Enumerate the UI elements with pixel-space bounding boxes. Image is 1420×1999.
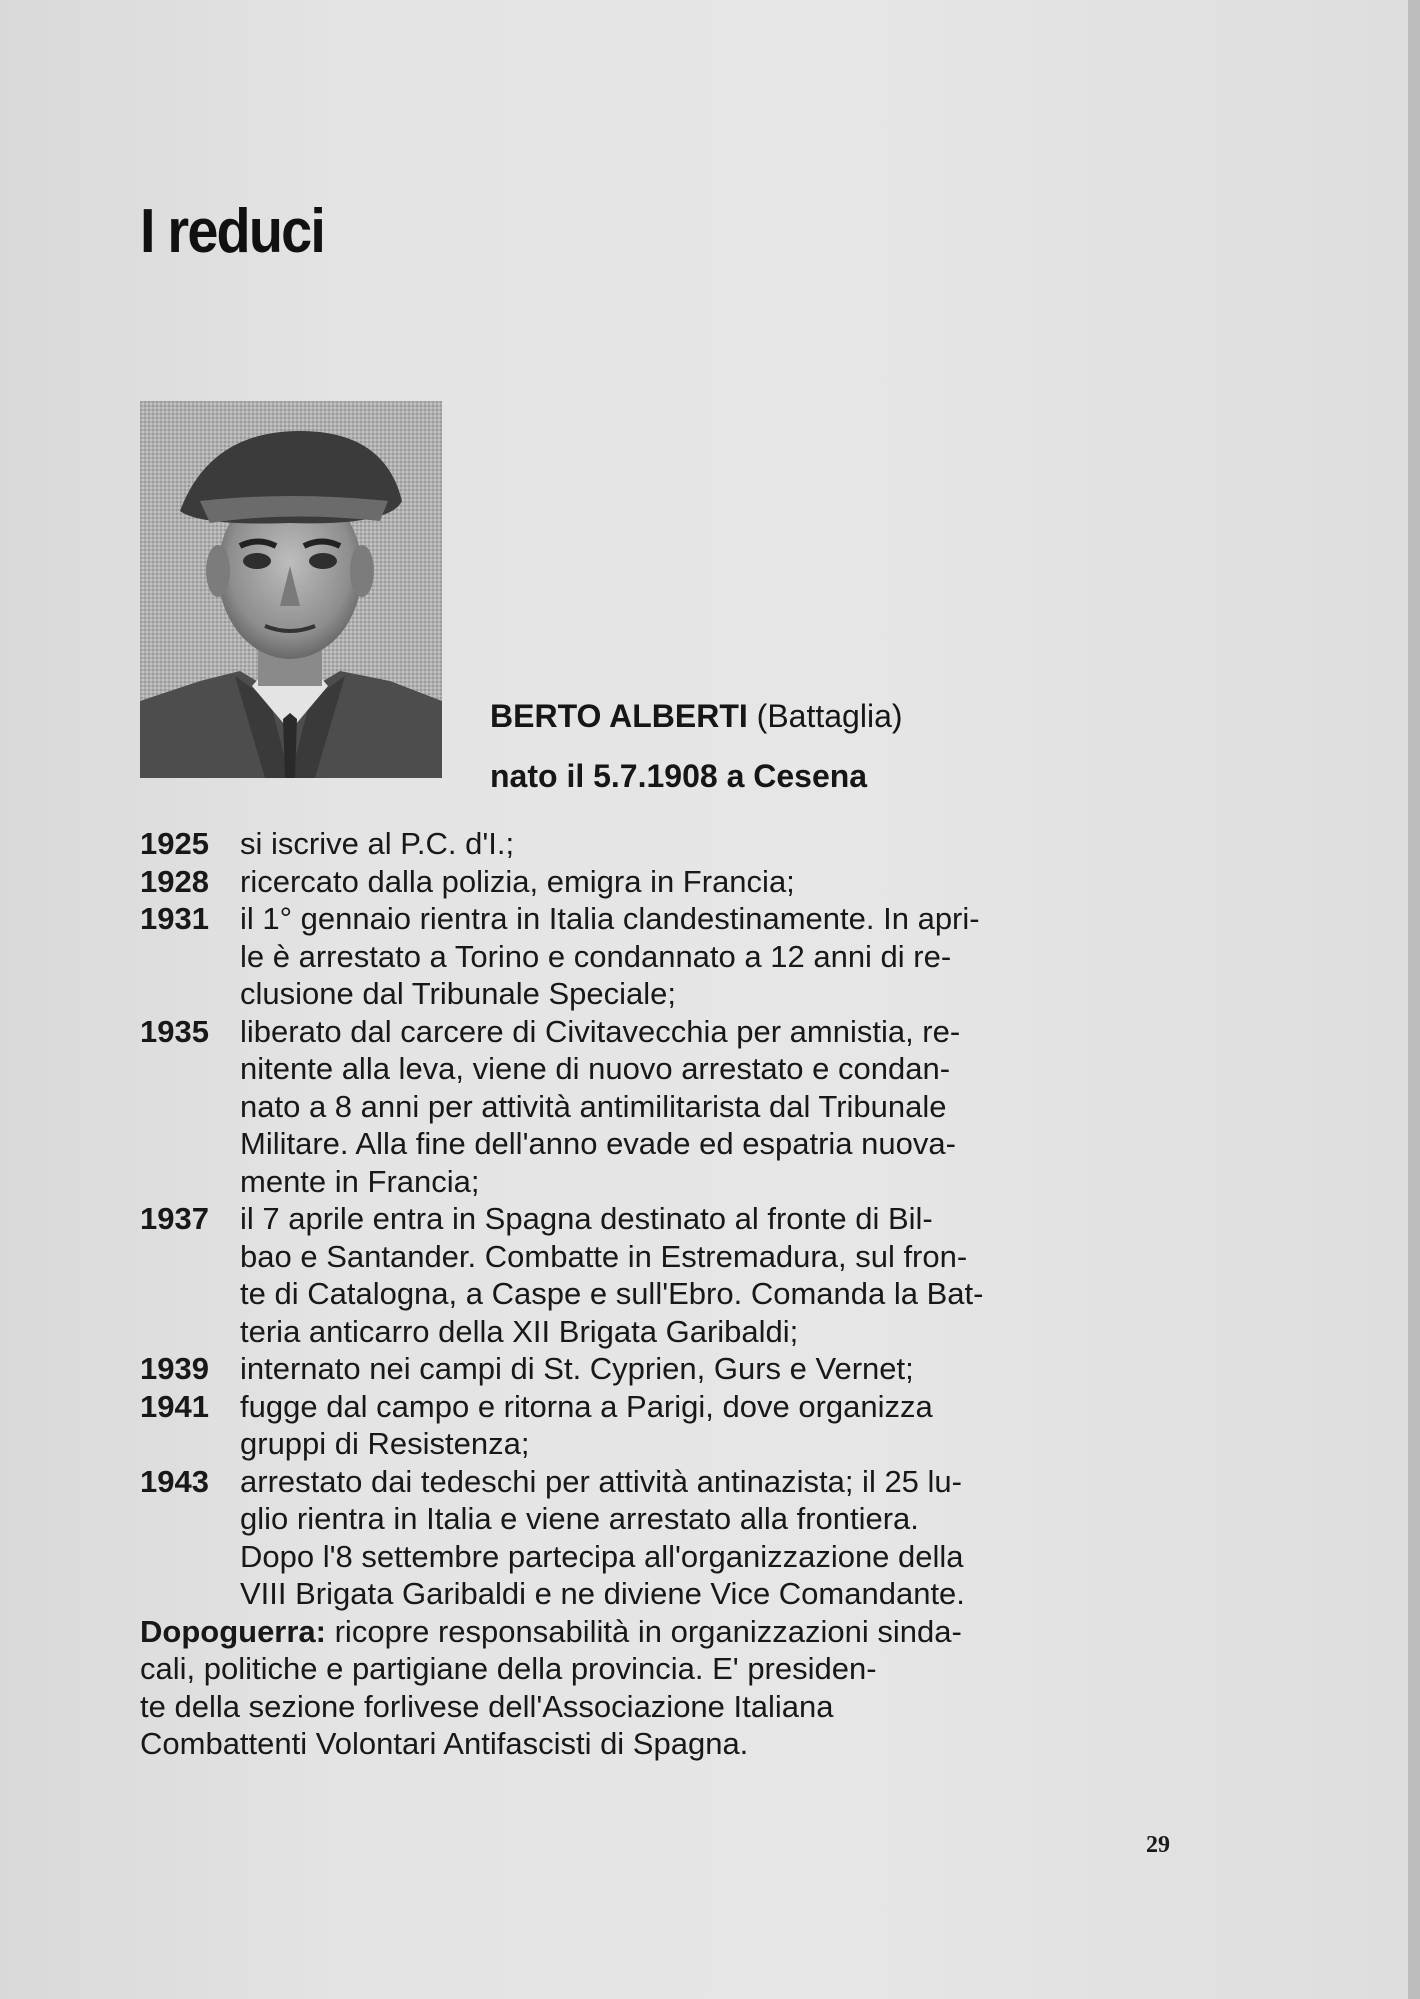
postwar-text: te della sezione forlivese dell'Associazione Italiana (140, 1688, 834, 1724)
postwar-text: ricopre responsabilità in organizzazioni sinda- (326, 1613, 962, 1649)
timeline-text: si iscrive al P.C. d'I.; (240, 826, 515, 861)
person-birth: nato il 5.7.1908 a Cesena (490, 758, 868, 794)
timeline-text: liberato dal carcere di Civitavecchia per amnistia, re- nitente alla leva, viene di nuovo arrestato e condan- nato a 8 anni per attività antimilitarista dal Tribunale Militare. Alla fine dell'anno evade ed espatria nuova- mente in Francia; (240, 1013, 961, 1199)
timeline-year: 1935 (140, 1013, 209, 1049)
timeline-text: fugge dal campo e ritorna a Parigi, dove organizza gruppi di Resistenza; (240, 1388, 933, 1461)
timeline-entry (140, 863, 1175, 901)
page-number: 29 (1146, 1832, 1170, 1858)
person-nickname: (Battaglia) (756, 698, 903, 734)
person-caption (490, 686, 903, 806)
timeline-entry (140, 1350, 1175, 1388)
postwar-entry (140, 1613, 1175, 1763)
timeline-year: 1931 (140, 901, 209, 936)
page-title: I reduci (140, 197, 325, 266)
timeline-text: arrestato dai tedeschi per attività antinazista; il 25 lu- glio rientra in Italia e viene arrestato alla frontiera. Dopo l'8 settembre partecipa all'organizzazione della VIII Brigata Garibaldi e ne diviene Vice Comandante. (240, 1463, 965, 1611)
timeline-entry (140, 1013, 1175, 1201)
portrait-photo (140, 401, 442, 778)
timeline-text: ricercato dalla polizia, emigra in Francia; (240, 863, 795, 899)
timeline-year: 1943 (140, 1463, 209, 1499)
timeline-year: 1941 (140, 1388, 209, 1424)
timeline-text: il 7 aprile entra in Spagna destinato al fronte di Bil- bao e Santander. Combatte in Estremadura, sul fron- te di Catalogna, a Caspe e sull'Ebro. Comanda la Bat- teria anticarro della XII Brigata Garibaldi; (240, 1201, 984, 1349)
timeline-year: 1925 (140, 826, 209, 861)
timeline-entry (140, 825, 1175, 863)
biography (140, 825, 1175, 1763)
timeline-year: 1928 (140, 863, 209, 899)
postwar-text: cali, politiche e partigiane della provincia. E' presiden- (140, 1651, 877, 1686)
timeline-entry (140, 1463, 1175, 1613)
postwar-label: Dopoguerra: (140, 1613, 326, 1649)
page-edge (1408, 0, 1420, 1999)
timeline-text: internato nei campi di St. Cyprien, Gurs e Vernet; (240, 1351, 914, 1386)
timeline-year: 1937 (140, 1201, 209, 1236)
person-name: BERTO ALBERTI (490, 698, 748, 734)
person-name-line (490, 686, 903, 746)
timeline-entry (140, 1200, 1175, 1350)
timeline-entry (140, 1388, 1175, 1463)
timeline-entry (140, 900, 1175, 1013)
timeline-year: 1939 (140, 1351, 209, 1386)
timeline-text: il 1° gennaio rientra in Italia clandestinamente. In apri- le è arrestato a Torino e condannato a 12 anni di re- clusione dal Tribunale Speciale; (240, 901, 980, 1011)
postwar-text: Combattenti Volontari Antifascisti di Spagna. (140, 1726, 749, 1761)
